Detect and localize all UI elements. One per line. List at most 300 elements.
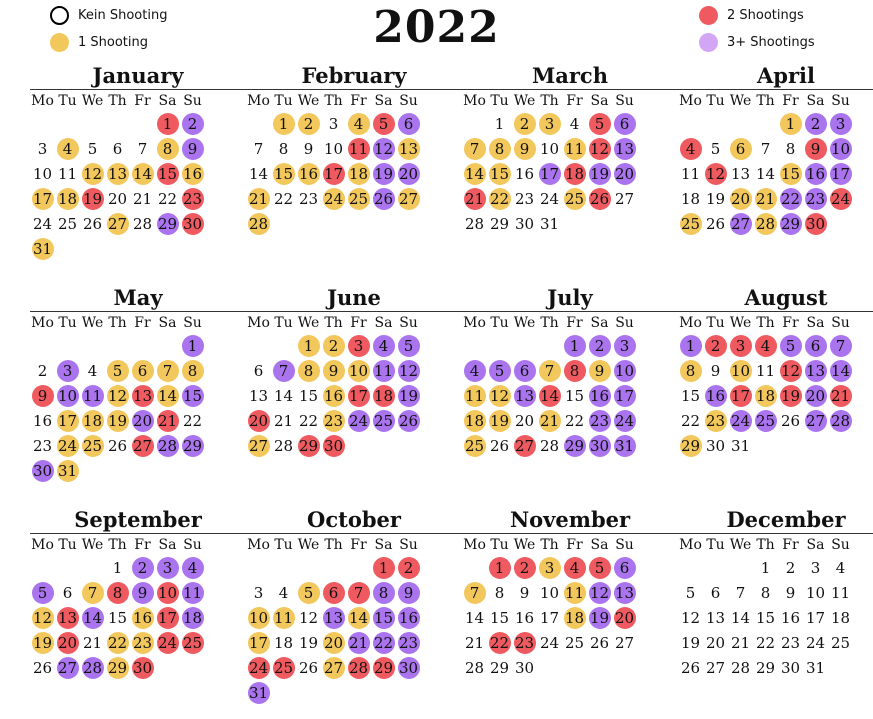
year-title: 2022 bbox=[373, 2, 500, 53]
day-grid bbox=[246, 112, 462, 262]
day-cell: 2 bbox=[589, 335, 611, 357]
day-cell: 5 bbox=[589, 557, 611, 579]
day-cell: 16 bbox=[182, 165, 203, 183]
day-cell: 24 bbox=[57, 437, 78, 455]
weekday-label: Mo bbox=[247, 315, 270, 331]
weekday-label: Th bbox=[108, 537, 127, 553]
day-cell: 22 bbox=[564, 412, 585, 430]
day-cell: 18 bbox=[82, 412, 103, 430]
day-cell: 2 bbox=[132, 557, 154, 579]
day-cell: 29 bbox=[564, 437, 585, 455]
day-cell: 10 bbox=[614, 362, 635, 380]
day-cell: 6 bbox=[253, 362, 264, 380]
empty-circle-icon bbox=[50, 6, 69, 25]
day-cell: 16 bbox=[589, 387, 610, 405]
day-cell: 7 bbox=[348, 582, 370, 604]
day-cell: 17 bbox=[323, 165, 344, 183]
day-cell: 12 bbox=[32, 609, 53, 627]
day-cell: 18 bbox=[273, 634, 294, 652]
day-cell: 24 bbox=[323, 190, 344, 208]
day-cell: 22 bbox=[680, 412, 701, 430]
day-cell: 26 bbox=[780, 412, 801, 430]
day-cell: 5 bbox=[780, 335, 802, 357]
day-cell: 27 bbox=[57, 659, 78, 677]
day-cell: 27 bbox=[705, 659, 726, 677]
day-cell: 14 bbox=[157, 387, 178, 405]
weekday-label: Su bbox=[183, 315, 202, 331]
day-cell: 7 bbox=[539, 360, 561, 382]
day-cell: 9 bbox=[710, 362, 721, 380]
day-cell: 20 bbox=[805, 387, 826, 405]
day-cell: 24 bbox=[805, 634, 826, 652]
day-cell: 25 bbox=[680, 215, 701, 233]
weekday-label: Sa bbox=[374, 537, 393, 553]
weekday-label: Fr bbox=[566, 315, 583, 331]
day-cell: 11 bbox=[680, 165, 701, 183]
month-october bbox=[246, 508, 462, 706]
legend-two bbox=[699, 6, 804, 25]
day-grid bbox=[678, 556, 873, 706]
day-cell: 10 bbox=[805, 584, 826, 602]
weekday-label: We bbox=[513, 93, 536, 109]
day-cell: 7 bbox=[273, 360, 295, 382]
day-cell: 21 bbox=[157, 412, 178, 430]
day-cell: 21 bbox=[464, 190, 485, 208]
day-cell: 4 bbox=[373, 335, 395, 357]
day-cell: 12 bbox=[589, 584, 610, 602]
day-cell: 29 bbox=[157, 215, 178, 233]
day-cell: 27 bbox=[614, 634, 635, 652]
day-cell: 17 bbox=[805, 609, 826, 627]
day-cell: 4 bbox=[87, 362, 98, 380]
weekday-label: Th bbox=[756, 315, 775, 331]
day-cell: 7 bbox=[82, 582, 104, 604]
day-cell: 2 bbox=[398, 557, 420, 579]
weekday-label: We bbox=[81, 537, 104, 553]
weekday-label: Fr bbox=[350, 93, 367, 109]
weekday-label: Tu bbox=[274, 93, 293, 109]
day-cell: 10 bbox=[539, 584, 560, 602]
day-cell: 15 bbox=[373, 609, 394, 627]
weekday-label: Sa bbox=[374, 315, 393, 331]
day-cell: 21 bbox=[464, 634, 485, 652]
legend-none bbox=[50, 6, 167, 25]
weekday-label: Su bbox=[183, 537, 202, 553]
day-cell: 7 bbox=[830, 335, 852, 357]
day-cell: 14 bbox=[248, 165, 269, 183]
day-cell: 11 bbox=[464, 387, 485, 405]
day-cell: 8 bbox=[760, 584, 771, 602]
day-cell: 22 bbox=[298, 412, 319, 430]
day-cell: 12 bbox=[780, 362, 801, 380]
day-cell: 12 bbox=[373, 140, 394, 158]
day-cell: 11 bbox=[348, 140, 369, 158]
day-cell: 12 bbox=[107, 387, 128, 405]
month-may bbox=[30, 286, 246, 484]
day-cell: 23 bbox=[805, 190, 826, 208]
day-cell: 9 bbox=[805, 138, 827, 160]
day-cell: 4 bbox=[835, 559, 846, 577]
day-cell: 4 bbox=[278, 584, 289, 602]
weekday-label: Sa bbox=[158, 315, 177, 331]
day-cell: 9 bbox=[303, 140, 314, 158]
day-cell: 25 bbox=[182, 634, 203, 652]
month-january bbox=[30, 64, 246, 262]
day-cell: 24 bbox=[157, 634, 178, 652]
day-cell: 5 bbox=[32, 582, 54, 604]
day-cell: 4 bbox=[680, 138, 702, 160]
month-name: November bbox=[509, 507, 631, 532]
day-cell: 25 bbox=[57, 215, 78, 233]
day-cell: 16 bbox=[514, 609, 535, 627]
day-cell: 26 bbox=[398, 412, 419, 430]
month-march bbox=[462, 64, 678, 262]
day-cell: 6 bbox=[730, 138, 752, 160]
day-grid bbox=[246, 334, 462, 484]
day-cell: 29 bbox=[755, 659, 776, 677]
day-cell: 17 bbox=[248, 634, 269, 652]
weekday-label: Mo bbox=[463, 315, 486, 331]
weekday-label: We bbox=[729, 93, 752, 109]
day-cell: 15 bbox=[489, 165, 510, 183]
day-cell: 16 bbox=[323, 387, 344, 405]
day-cell: 20 bbox=[248, 412, 269, 430]
weekday-label: Sa bbox=[158, 93, 177, 109]
day-cell: 1 bbox=[494, 115, 505, 133]
day-cell: 10 bbox=[730, 362, 751, 380]
day-cell: 28 bbox=[248, 215, 269, 233]
day-cell: 6 bbox=[514, 360, 536, 382]
weekday-label: Fr bbox=[782, 537, 799, 553]
day-cell: 27 bbox=[323, 659, 344, 677]
weekday-label: Sa bbox=[158, 537, 177, 553]
day-cell: 11 bbox=[57, 165, 78, 183]
weekday-label: Tu bbox=[58, 537, 77, 553]
day-cell: 3 bbox=[810, 559, 821, 577]
day-cell: 27 bbox=[398, 190, 419, 208]
day-cell: 15 bbox=[564, 387, 585, 405]
day-cell: 29 bbox=[489, 659, 510, 677]
day-cell: 30 bbox=[32, 462, 53, 480]
month-name: May bbox=[113, 285, 163, 310]
day-cell: 8 bbox=[298, 360, 320, 382]
day-cell: 30 bbox=[705, 437, 726, 455]
day-cell: 18 bbox=[464, 412, 485, 430]
day-cell: 20 bbox=[398, 165, 419, 183]
weekday-label: Su bbox=[183, 93, 202, 109]
day-cell: 16 bbox=[780, 609, 801, 627]
month-april bbox=[678, 64, 873, 262]
weekday-label: We bbox=[81, 315, 104, 331]
day-cell: 16 bbox=[514, 165, 535, 183]
day-cell: 27 bbox=[248, 437, 269, 455]
day-cell: 25 bbox=[564, 190, 585, 208]
day-cell: 28 bbox=[755, 215, 776, 233]
day-cell: 26 bbox=[107, 437, 128, 455]
weekday-label: Fr bbox=[350, 315, 367, 331]
day-cell: 24 bbox=[248, 659, 269, 677]
day-cell: 15 bbox=[680, 387, 701, 405]
weekday-label: Tu bbox=[706, 537, 725, 553]
day-cell: 25 bbox=[273, 659, 294, 677]
day-cell: 29 bbox=[107, 659, 128, 677]
weekday-label: Th bbox=[540, 537, 559, 553]
day-cell: 11 bbox=[82, 387, 103, 405]
weekday-label: Fr bbox=[134, 315, 151, 331]
day-cell: 28 bbox=[273, 437, 294, 455]
day-cell: 14 bbox=[82, 609, 103, 627]
day-cell: 29 bbox=[780, 215, 801, 233]
day-cell: 15 bbox=[107, 609, 128, 627]
day-cell: 5 bbox=[685, 584, 696, 602]
day-cell: 11 bbox=[182, 584, 203, 602]
day-cell: 3 bbox=[37, 140, 48, 158]
day-cell: 5 bbox=[107, 360, 129, 382]
weekday-label: Su bbox=[399, 315, 418, 331]
weekday-label: Th bbox=[756, 537, 775, 553]
day-cell: 8 bbox=[564, 360, 586, 382]
day-cell: 11 bbox=[830, 584, 851, 602]
month-december bbox=[678, 508, 873, 706]
day-cell: 8 bbox=[494, 584, 505, 602]
day-cell: 6 bbox=[62, 584, 73, 602]
day-cell: 17 bbox=[348, 387, 369, 405]
day-cell: 19 bbox=[705, 190, 726, 208]
day-cell: 6 bbox=[132, 360, 154, 382]
day-cell: 25 bbox=[830, 634, 851, 652]
day-cell: 6 bbox=[805, 335, 827, 357]
day-cell: 21 bbox=[248, 190, 269, 208]
day-cell: 1 bbox=[489, 557, 511, 579]
day-cell: 22 bbox=[780, 190, 801, 208]
day-cell: 8 bbox=[373, 582, 395, 604]
day-cell: 19 bbox=[82, 190, 103, 208]
day-cell: 7 bbox=[735, 584, 746, 602]
day-cell: 1 bbox=[112, 559, 123, 577]
day-cell: 23 bbox=[323, 412, 344, 430]
day-cell: 23 bbox=[398, 634, 419, 652]
day-cell: 1 bbox=[760, 559, 771, 577]
day-cell: 30 bbox=[398, 659, 419, 677]
day-cell: 18 bbox=[348, 165, 369, 183]
day-cell: 30 bbox=[182, 215, 203, 233]
day-cell: 19 bbox=[32, 634, 53, 652]
weekday-label: Th bbox=[324, 93, 343, 109]
day-cell: 23 bbox=[780, 634, 801, 652]
day-cell: 13 bbox=[132, 387, 153, 405]
weekday-label: Sa bbox=[590, 537, 609, 553]
weekday-label: We bbox=[513, 537, 536, 553]
day-cell: 11 bbox=[755, 362, 776, 380]
day-grid bbox=[30, 556, 246, 706]
day-cell: 3 bbox=[539, 557, 561, 579]
day-cell: 5 bbox=[710, 140, 721, 158]
day-cell: 5 bbox=[398, 335, 420, 357]
day-cell: 2 bbox=[182, 113, 204, 135]
day-cell: 13 bbox=[514, 387, 535, 405]
day-cell: 19 bbox=[298, 634, 319, 652]
day-cell: 4 bbox=[348, 113, 370, 135]
day-cell: 30 bbox=[805, 215, 826, 233]
day-cell: 13 bbox=[248, 387, 269, 405]
day-cell: 2 bbox=[323, 335, 345, 357]
legend-three-label: 3+ Shootings bbox=[727, 35, 815, 50]
month-august bbox=[678, 286, 873, 484]
day-cell: 13 bbox=[398, 140, 419, 158]
month-july bbox=[462, 286, 678, 484]
day-cell: 13 bbox=[614, 584, 635, 602]
day-cell: 6 bbox=[614, 557, 636, 579]
day-cell: 3 bbox=[328, 115, 339, 133]
weekday-label: Th bbox=[540, 93, 559, 109]
weekday-label: Sa bbox=[590, 93, 609, 109]
weekday-label: Fr bbox=[134, 537, 151, 553]
day-cell: 5 bbox=[589, 113, 611, 135]
day-cell: 9 bbox=[32, 385, 54, 407]
day-cell: 30 bbox=[323, 437, 344, 455]
weekday-label: Fr bbox=[782, 315, 799, 331]
day-cell: 31 bbox=[730, 437, 751, 455]
day-cell: 30 bbox=[132, 659, 153, 677]
day-cell: 1 bbox=[182, 335, 204, 357]
day-cell: 31 bbox=[539, 215, 560, 233]
month-june bbox=[246, 286, 462, 484]
weekday-label: Tu bbox=[58, 93, 77, 109]
legend-three bbox=[699, 33, 815, 52]
day-cell: 20 bbox=[730, 190, 751, 208]
day-cell: 29 bbox=[680, 437, 701, 455]
day-cell: 2 bbox=[514, 557, 536, 579]
day-cell: 14 bbox=[464, 609, 485, 627]
weekday-header bbox=[462, 312, 678, 334]
day-cell: 18 bbox=[564, 609, 585, 627]
day-cell: 31 bbox=[805, 659, 826, 677]
day-cell: 4 bbox=[464, 360, 486, 382]
weekday-label: Th bbox=[324, 537, 343, 553]
day-cell: 10 bbox=[57, 387, 78, 405]
weekday-label: Sa bbox=[806, 93, 825, 109]
day-cell: 26 bbox=[680, 659, 701, 677]
day-cell: 23 bbox=[182, 190, 203, 208]
weekday-label: Mo bbox=[679, 315, 702, 331]
day-grid bbox=[246, 556, 462, 706]
day-cell: 8 bbox=[182, 360, 204, 382]
day-cell: 7 bbox=[157, 360, 179, 382]
day-cell: 18 bbox=[57, 190, 78, 208]
day-cell: 12 bbox=[398, 362, 419, 380]
day-cell: 1 bbox=[680, 335, 702, 357]
day-cell: 12 bbox=[680, 609, 701, 627]
day-cell: 18 bbox=[564, 165, 585, 183]
day-cell: 24 bbox=[830, 190, 851, 208]
month-name: June bbox=[327, 285, 381, 310]
day-cell: 12 bbox=[589, 140, 610, 158]
day-cell: 25 bbox=[755, 412, 776, 430]
day-cell: 14 bbox=[830, 362, 851, 380]
day-cell: 1 bbox=[373, 557, 395, 579]
day-cell: 6 bbox=[710, 584, 721, 602]
day-cell: 28 bbox=[82, 659, 103, 677]
weekday-label: Sa bbox=[590, 315, 609, 331]
day-cell: 23 bbox=[298, 190, 319, 208]
day-cell: 22 bbox=[489, 190, 510, 208]
weekday-label: Mo bbox=[463, 93, 486, 109]
day-cell: 24 bbox=[614, 412, 635, 430]
day-cell: 8 bbox=[107, 582, 129, 604]
day-cell: 13 bbox=[323, 609, 344, 627]
weekday-label: Mo bbox=[679, 93, 702, 109]
month-name: October bbox=[307, 507, 401, 532]
day-cell: 12 bbox=[705, 165, 726, 183]
day-cell: 25 bbox=[564, 634, 585, 652]
day-cell: 29 bbox=[489, 215, 510, 233]
day-cell: 2 bbox=[298, 113, 320, 135]
weekday-label: Th bbox=[108, 93, 127, 109]
day-cell: 27 bbox=[805, 412, 826, 430]
day-cell: 3 bbox=[539, 113, 561, 135]
weekday-label: We bbox=[297, 537, 320, 553]
day-cell: 3 bbox=[157, 557, 179, 579]
weekday-label: Fr bbox=[566, 93, 583, 109]
day-cell: 9 bbox=[514, 138, 536, 160]
weekday-header bbox=[30, 90, 246, 112]
month-name: February bbox=[301, 63, 407, 88]
weekday-label: Tu bbox=[490, 315, 509, 331]
day-cell: 18 bbox=[373, 387, 394, 405]
day-cell: 27 bbox=[514, 437, 535, 455]
weekday-header bbox=[678, 312, 873, 334]
day-cell: 19 bbox=[780, 387, 801, 405]
day-cell: 28 bbox=[157, 437, 178, 455]
day-cell: 4 bbox=[564, 557, 586, 579]
day-cell: 27 bbox=[107, 215, 128, 233]
day-cell: 19 bbox=[107, 412, 128, 430]
day-cell: 11 bbox=[373, 362, 394, 380]
day-cell: 15 bbox=[273, 165, 294, 183]
day-cell: 8 bbox=[157, 138, 179, 160]
month-november bbox=[462, 508, 678, 706]
day-cell: 19 bbox=[398, 387, 419, 405]
day-cell: 25 bbox=[348, 190, 369, 208]
day-cell: 29 bbox=[182, 437, 203, 455]
day-cell: 21 bbox=[730, 634, 751, 652]
month-name: January bbox=[92, 63, 184, 88]
day-cell: 7 bbox=[253, 140, 264, 158]
day-cell: 26 bbox=[82, 215, 103, 233]
day-cell: 26 bbox=[589, 634, 610, 652]
day-cell: 17 bbox=[830, 165, 851, 183]
day-cell: 10 bbox=[348, 362, 369, 380]
day-cell: 20 bbox=[614, 165, 635, 183]
month-name: December bbox=[726, 507, 846, 532]
day-cell: 29 bbox=[298, 437, 319, 455]
day-cell: 6 bbox=[614, 113, 636, 135]
day-cell: 23 bbox=[514, 190, 535, 208]
day-cell: 22 bbox=[273, 190, 294, 208]
day-cell: 23 bbox=[589, 412, 610, 430]
day-cell: 15 bbox=[755, 609, 776, 627]
weekday-label: Mo bbox=[679, 537, 702, 553]
weekday-label: We bbox=[297, 315, 320, 331]
month-name: April bbox=[757, 63, 815, 88]
month-name: July bbox=[547, 285, 593, 310]
day-cell: 26 bbox=[298, 659, 319, 677]
day-grid bbox=[462, 334, 678, 484]
weekday-label: Mo bbox=[31, 315, 54, 331]
day-cell: 28 bbox=[539, 437, 560, 455]
weekday-label: Sa bbox=[806, 537, 825, 553]
legend-none-label: Kein Shooting bbox=[78, 8, 168, 23]
